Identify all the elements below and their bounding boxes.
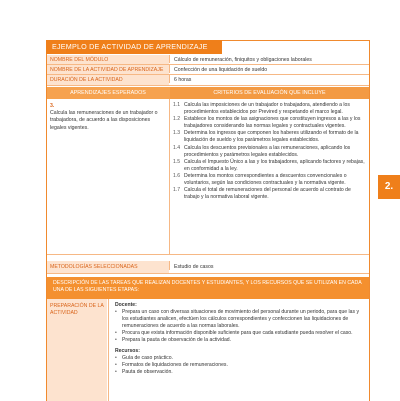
row-metodologias [47,261,369,274]
criterio-item: 1.6 Determina los montos correspondientes a descuentos convencionales o voluntarios, según las condiciones contractuales y la normativa vigente. [173,172,347,187]
descripcion-banner: DESCRIPCIÓN DE LAS TAREAS QUE REALIZAN DOCENTES Y ESTUDIANTES, Y LOS RECURSOS QUE SE UTILIZAN EN CADA UNA DE LAS SIGUIENTES ETAPAS: [47,277,369,299]
criterio-item: 1.1 Calcula las imposiciones de un trabajador o trabajadora, atendiendo a los procedimientos establecidos por Previred y respetando el marco legal. [173,102,350,116]
row-value: Confección de una liquidación de sueldo [169,65,369,73]
row-actividad [47,65,369,75]
chapter-tab: 2. [378,175,400,199]
aprendizaje-text: Calcula las remuneraciones de un trabajador o trabajadora, de acuerdo a las disposiciones legales vigentes. [50,110,158,131]
subheader-right: CRITERIOS DE EVALUACIÓN QUE INCLUYE [170,87,369,99]
row-modulo [47,55,369,65]
preparacion-label: PREPARACIÓN DE LA ACTIVIDAD [47,299,107,401]
criterio-item: 1.3 Determina los ingresos que componen los haberes utilizando el formato de la liquidación de sueldo y los parámetros legales establecidos. [173,130,359,144]
aprendizaje-esperado [50,103,166,132]
list-item: • Procura que exista información disponible suficiente para que cada estudiante pueda resolver el caso. [115,330,363,337]
aprendizaje-number: 3. [50,103,55,109]
recursos-label: Recursos: [115,348,140,354]
row-label: DURACIÓN DE LA ACTIVIDAD [47,75,169,85]
row-duracion [47,75,369,86]
list-item: • Prepara la pauta de observación de la actividad. [115,337,363,344]
activity-card [46,40,370,401]
row-label: METODOLOGÍAS SELECCIONADAS [47,261,169,273]
criterio-item: 1.5 Calcula el Impuesto Único a las y los trabajadores, aplicando factores y rebajas, en conformidad a la ley. [173,158,365,172]
criteria-subheader [47,87,369,99]
list-item: • Formatos de liquidaciones de remuneraciones. [115,362,363,369]
criterio-item: 1.7 Calcula el total de remuneraciones del personal de acuerdo al contrato de trabajo y la normativa laboral vigente. [173,187,351,201]
criterio-item: 1.2 Establece los montos de las asignaciones que constituyen ingresos a las y los trabajadores considerando las normas legales y contractuales vigentes. [173,116,361,130]
row-value: 6 horas [169,75,369,83]
section-header: EJEMPLO DE ACTIVIDAD DE APRENDIZAJE [46,40,222,54]
list-item: • Guía de caso práctico. [115,355,363,362]
row-value: Estudio de casos [169,261,369,270]
list-item: • Pauta de observación. [115,369,363,376]
criterio-item: 1.4 Calcula los descuentos previsionales a las remuneraciones, aplicando los procedimientos y parámetros legales establecidos. [173,144,351,158]
criteria-row [47,99,369,255]
row-value: Cálculo de remuneración, finiquitos y obligaciones laborales [169,55,369,63]
list-item: • Prepara un caso con diversas situaciones de movimiento del personal durante un periodo, para que las y los estudiantes analicen, efectúen los cálculos correspondientes y confeccionen las liquidaciones de remuneraciones de acuerdo a las normas laborales. [115,309,363,330]
criterios-list [173,102,365,201]
docente-label: Docente: [115,302,137,308]
subheader-left: APRENDIZAJES ESPERADOS [70,90,146,96]
row-label: NOMBRE DEL MÓDULO [47,55,169,64]
row-label: NOMBRE DE LA ACTIVIDAD DE APRENDIZAJE [47,65,169,74]
preparacion-content [109,299,367,376]
